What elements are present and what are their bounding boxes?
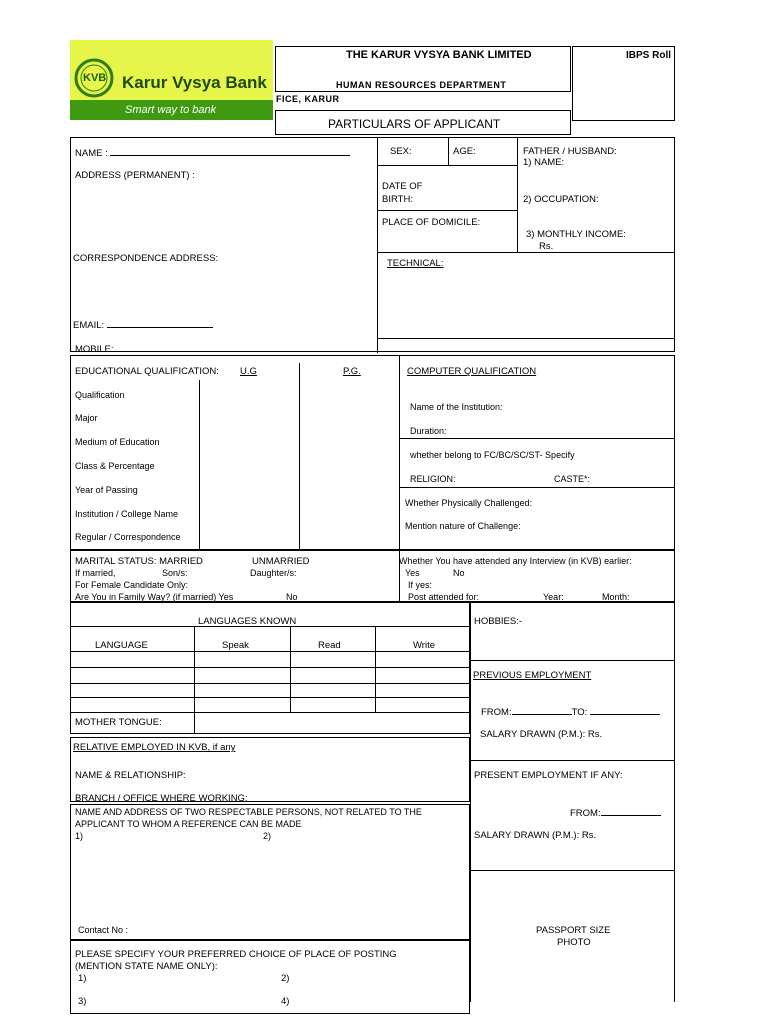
previous-employment-label: PREVIOUS EMPLOYMENT — [473, 670, 592, 681]
monthly-income-label: 3) MONTHLY INCOME: — [526, 229, 626, 240]
prev-from-label: FROM: — [481, 707, 512, 718]
photo-label-1: PASSPORT SIZE — [536, 925, 611, 936]
divider — [517, 137, 518, 252]
sex-label: SEX: — [390, 146, 412, 157]
lang-col-header: Write — [413, 640, 435, 651]
divider — [399, 438, 675, 439]
salary-drawn-label: SALARY DRAWN (P.M.): Rs. — [480, 729, 603, 740]
posting-choice-1: 1) — [78, 973, 87, 984]
daughters-label: Daughter/s: — [250, 568, 297, 578]
email-field[interactable] — [73, 318, 213, 331]
if-yes-label: If yes: — [408, 580, 433, 590]
name-blank[interactable] — [110, 146, 350, 156]
edu-row-label: Major — [75, 413, 98, 423]
email-blank[interactable] — [107, 318, 213, 328]
marital-status-label: MARITAL STATUS: MARRIED — [75, 556, 203, 567]
technical-label: TECHNICAL: — [387, 258, 444, 269]
edu-heading: EDUCATIONAL QUALIFICATION: — [75, 366, 219, 377]
caste-label: CASTE*: — [554, 474, 591, 484]
age-label: AGE: — [453, 146, 476, 157]
education-section — [70, 355, 675, 550]
divider — [377, 338, 675, 339]
post-attended-label: Post attended for: — [408, 592, 480, 602]
institution-label: Name of the Institution: — [410, 402, 503, 412]
edu-ug: U.G — [240, 366, 257, 377]
present-from-blank[interactable] — [601, 806, 661, 816]
divider — [377, 210, 518, 211]
dob-label-1: DATE OF — [382, 181, 423, 192]
nature-of-challenge-label: Mention nature of Challenge: — [405, 521, 521, 531]
photo-label-2: PHOTO — [557, 937, 591, 948]
languages-heading: LANGUAGES KNOWN — [198, 616, 297, 627]
divider — [470, 870, 675, 871]
sons-label: Son/s: — [162, 568, 188, 578]
divider — [375, 626, 376, 712]
edu-row-label: Class & Percentage — [75, 461, 155, 471]
divider — [399, 355, 400, 550]
divider — [70, 651, 470, 652]
present-employment-label: PRESENT EMPLOYMENT IF ANY: — [474, 770, 623, 781]
present-from-label: FROM: — [570, 808, 601, 819]
unmarried-label: UNMARRIED — [252, 556, 310, 567]
prev-from-field[interactable] — [481, 705, 660, 718]
posting-line-1: PLEASE SPECIFY YOUR PREFERRED CHOICE OF PLACE OF POSTING — [75, 949, 397, 960]
reference-2-label: 2) — [263, 831, 272, 841]
divider — [299, 363, 300, 550]
divider — [448, 137, 449, 165]
mother-tongue-label: MOTHER TONGUE: — [75, 717, 162, 728]
rs-label: Rs. — [539, 241, 554, 252]
contact-no-label: Contact No : — [78, 925, 129, 935]
divider — [377, 252, 675, 253]
domicile-label: PLACE OF DOMICILE: — [382, 217, 481, 228]
name-label: NAME : — [75, 148, 108, 159]
occupation-label: 2) OCCUPATION: — [523, 194, 599, 205]
references-line-2: APPLICANT TO WHOM A REFERENCE CAN BE MADE — [75, 819, 302, 829]
name-field[interactable] — [75, 146, 350, 159]
lang-col-header: Read — [318, 640, 341, 651]
divider — [70, 667, 470, 668]
edu-row-label: Regular / Correspondence — [75, 532, 181, 542]
family-way-label: Are You in Family Way? (if married) Yes — [75, 592, 234, 602]
family-way-no-label: No — [286, 592, 298, 602]
divider — [70, 712, 470, 713]
father-name-label: 1) NAME: — [523, 157, 565, 168]
divider — [199, 380, 200, 550]
interview-label: Whether You have attended any Interview (in KVB) earlier: — [399, 556, 632, 566]
prev-to-blank[interactable] — [590, 705, 660, 715]
correspondence-address-label: CORRESPONDENCE ADDRESS: — [73, 253, 219, 264]
edu-pg: P.G. — [343, 366, 361, 377]
religion-label: RELIGION: — [410, 474, 456, 484]
posting-choice-3: 3) — [78, 996, 87, 1007]
kvb-logo-badge: KVB — [83, 72, 107, 84]
duration-label: Duration: — [410, 426, 447, 436]
divider — [470, 760, 675, 761]
lang-col-header: LANGUAGE — [95, 640, 148, 651]
posting-line-2: (MENTION STATE NAME ONLY): — [75, 961, 218, 972]
kvb-logo — [70, 40, 273, 120]
edu-row-label: Medium of Education — [75, 437, 160, 447]
address-permanent-label: ADDRESS (PERMANENT) : — [75, 170, 195, 181]
kvb-logo-name: Karur Vysya Bank — [122, 73, 267, 92]
references-line-1: NAME AND ADDRESS OF TWO RESPECTABLE PERSONS, NOT RELATED TO THE — [75, 807, 422, 817]
reference-1-label: 1) — [75, 831, 84, 841]
posting-choice-2: 2) — [281, 973, 290, 984]
relative-name-label: NAME & RELATIONSHIP: — [75, 770, 186, 781]
father-husband-label: FATHER / HUSBAND: — [523, 146, 617, 157]
divider — [377, 165, 518, 166]
divider — [377, 137, 378, 353]
kvb-logo-tagline: Smart way to bank — [125, 104, 217, 116]
divider — [470, 660, 675, 661]
edu-row-label: Institution / College Name — [75, 509, 179, 519]
divider — [70, 697, 470, 698]
mobile-field[interactable] — [75, 342, 214, 355]
interview-yes-label: Yes — [405, 568, 420, 578]
divider — [290, 626, 291, 712]
office-fragment: FICE, KARUR — [276, 94, 340, 104]
email-label: EMAIL: — [73, 320, 105, 331]
mobile-blank[interactable] — [104, 342, 214, 352]
relative-branch-label: BRANCH / OFFICE WHERE WORKING: — [75, 793, 248, 804]
divider — [399, 487, 675, 488]
hr-department: HUMAN RESOURCES DEPARTMENT — [336, 80, 507, 90]
ibps-roll-label: IBPS Roll — [626, 50, 672, 61]
edu-row-label: Qualification — [75, 390, 125, 400]
divider — [70, 683, 470, 684]
lang-col-header: Speak — [222, 640, 249, 651]
physically-challenged-label: Whether Physically Challenged: — [405, 498, 533, 508]
salary-drawn-2-label: SALARY DRAWN (P.M.): Rs. — [474, 830, 597, 841]
month-label: Month: — [602, 592, 630, 602]
prev-from-blank[interactable] — [512, 705, 572, 715]
community-label: whether belong to FC/BC/SC/ST- Specify — [410, 450, 575, 460]
female-only-label: For Female Candidate Only: — [75, 580, 189, 590]
relative-heading: RELATIVE EMPLOYED IN KVB, if any — [73, 742, 236, 753]
if-married-label: If married, — [75, 568, 116, 578]
present-from-field[interactable] — [570, 806, 661, 819]
computer-qualification-label: COMPUTER QUALIFICATION — [407, 366, 537, 377]
mobile-label: MOBILE: — [75, 344, 114, 355]
year-label: Year: — [543, 592, 564, 602]
dob-label-2: BIRTH: — [382, 194, 413, 205]
edu-row-label: Year of Passing — [75, 485, 138, 495]
hobbies-label: HOBBIES:- — [474, 616, 523, 627]
form-title: PARTICULARS OF APPLICANT — [328, 117, 501, 131]
posting-choice-4: 4) — [281, 996, 290, 1007]
bank-name: THE KARUR VYSYA BANK LIMITED — [346, 49, 532, 61]
interview-no-label: No — [453, 568, 465, 578]
prev-to-label: TO: — [571, 707, 588, 718]
divider — [194, 626, 195, 734]
